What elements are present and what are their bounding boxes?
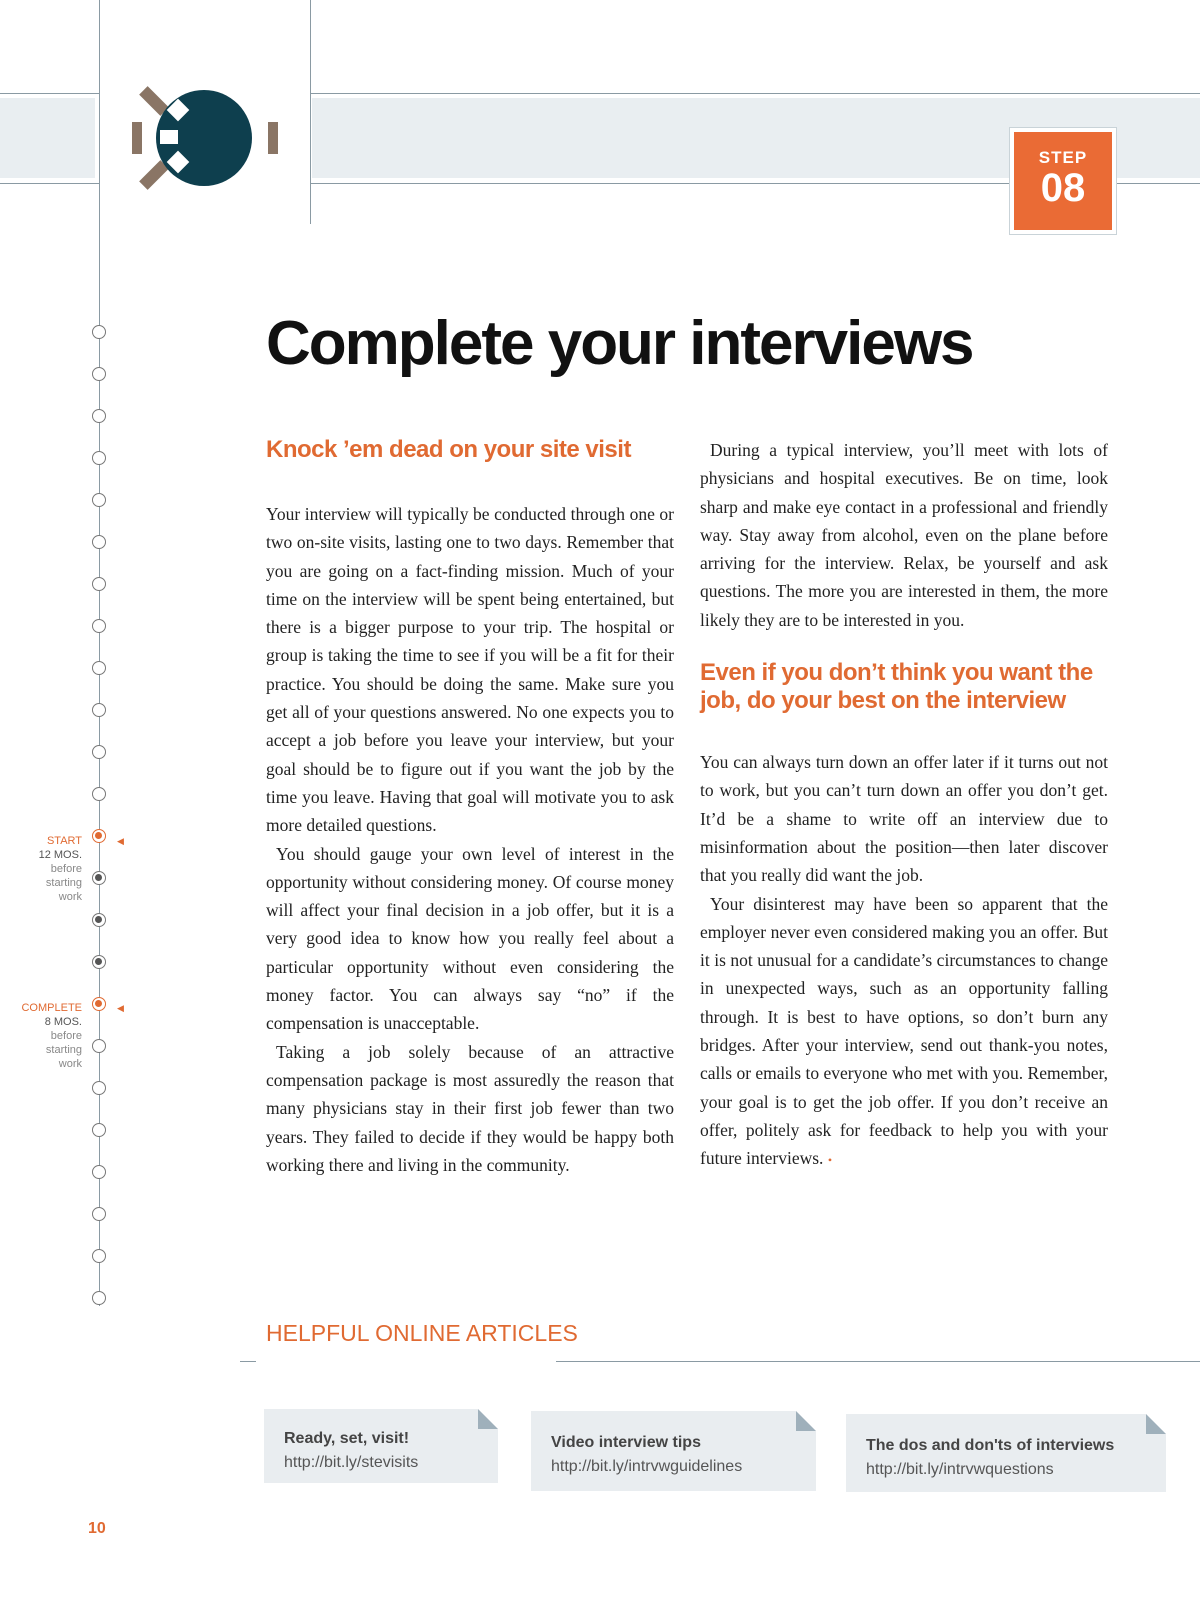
header-divider [310,0,311,224]
complete-line3: work [58,1058,82,1070]
header-band-left [0,98,95,178]
complete-time: 8 MOS. [44,1016,82,1028]
timeline-node [92,535,106,549]
start-key: START [46,835,82,847]
meeting-table-icon [130,82,280,194]
timeline-node [92,871,106,885]
timeline-node [92,493,106,507]
timeline-node [92,913,106,927]
article-card-2[interactable] [531,1411,816,1491]
header-rule-top-right [310,93,1200,94]
timeline-node [92,1291,106,1305]
timeline-node [92,577,106,591]
article-title-1: Ready, set, visit! [284,1430,410,1447]
article-title-3: The dos and don'ts of interviews [866,1437,1115,1454]
timeline-node [92,661,106,675]
start-line3: work [58,891,82,903]
timeline-node [92,409,106,423]
left-heading: Knock ’em dead on your site visit [266,436,631,463]
left-paragraph-2: You should gauge your own level of interest in the opportunity without considering money. Of course money will affect your final decision in a job offer, but it is a very good idea to know how you really feel about a particular opportunity without even considering the money factor. You can always say “no” if the compensation is unacceptable. [266,843,674,1034]
timeline-node [92,829,106,843]
card-fold-icon [1146,1414,1166,1434]
timeline-node [92,1123,106,1137]
timeline-node [92,703,106,717]
timeline-node [92,745,106,759]
end-mark: • [827,1153,833,1168]
left-paragraph-3: Taking a job solely because of an attractive compensation package is most assuredly the reason that many physicians stay in their first job fewer than two years. They failed to decide if they would be happy both working there and living in the community. [266,1041,674,1175]
timeline-node [92,451,106,465]
card-fold-icon [478,1409,498,1429]
article-link-3[interactable]: http://bit.ly/intrvwquestions [866,1461,1054,1478]
start-time: 12 MOS. [38,849,82,861]
page-number: 10 [88,1520,106,1537]
timeline-node [92,1165,106,1179]
article-title-2: Video interview tips [551,1434,701,1451]
timeline-axis [99,0,100,1306]
left-column [266,436,674,1179]
timeline-node [92,1207,106,1221]
start-marker-arrow: ◀ [117,836,124,846]
step-label: STEP [1038,148,1088,167]
start-line2: starting [45,877,82,889]
timeline-node [92,787,106,801]
article-link-2[interactable]: http://bit.ly/intrvwguidelines [551,1458,743,1475]
timeline-complete-label [21,1001,82,1071]
card-fold-icon [796,1411,816,1431]
timeline-node [92,1039,106,1053]
header-rule-top-left [0,93,99,94]
articles-heading: HELPFUL ONLINE ARTICLES [266,1320,590,1347]
article-card-1[interactable] [264,1409,498,1483]
step-number: 08 [1040,166,1086,210]
timeline-node [92,367,106,381]
timeline-node [92,955,106,969]
left-paragraph-1: Your interview will typically be conducted through one or two on-site visits, lasting one to two days. Remember that you are going on a fact-finding mission. Much of your time on the interview will be spent being entertained, but there is a bigger purpose to your trip. The hospital or group is taking the time to see if you will be a fit for their practice. You should be doing the same. Make sure you get all of your questions answered. No one expects you to accept a job before you leave your interview, but your goal should be to figure out if you want the job by the time you leave. Having that goal will motivate you to ask more detailed questions. [266,504,674,836]
timeline-node [92,325,106,339]
right-intro-paragraph: During a typical interview, you’ll meet with lots of physicians and hospital executives. Be on time, look sharp and make eye contact in a professional and friendly way. Stay away from alcohol, even on the plane before arriving for the interview. Relax, be yourself and ask questions. The more you are interested in them, the more likely they are to be interested in you. [700,440,1108,630]
timeline-node [92,1081,106,1095]
start-line1: before [50,863,82,875]
articles-rule-right [556,1361,1200,1362]
timeline-node [92,1249,106,1263]
complete-key: COMPLETE [21,1002,82,1014]
right-column [700,436,1108,1175]
complete-line2: starting [45,1044,82,1056]
articles-rule-left [240,1361,256,1362]
step-badge [1010,128,1116,234]
right-paragraph-1: You can always turn down an offer later if it turns out not to work, but you can’t turn down an offer you don’t get. It’d be a shame to write off an interview due to misinformation about the position—then later discover that you really did want the job. [700,752,1108,886]
article-card-3[interactable] [846,1414,1166,1492]
complete-line1: before [50,1030,82,1042]
timeline-node [92,619,106,633]
right-paragraph-2 [700,890,1108,1175]
complete-marker-arrow: ◀ [117,1003,124,1013]
right-heading: Even if you don’t think you want the job, do your best on the interview [700,659,1093,715]
article-link-1[interactable]: http://bit.ly/stevisits [284,1454,419,1471]
page-title: Complete your interviews [266,309,973,378]
right-paragraph-2-text: Your disinterest may have been so apparent that the employer never even considered making you an offer. But it is not unusual for a candidate’s circumstances to change in unexpected ways, such as an opportunity falling through. It is best to have options, so don’t burn any bridges. After your interview, send out thank-you notes, calls or emails to everyone who met with you. Remember, your goal is to get the job offer. If you don’t receive an offer, politely ask for feedback to help you with your future interviews. [700,893,1109,1169]
timeline-start-label [39,834,82,904]
timeline-node [92,997,106,1011]
header-rule-bottom-left [0,183,99,184]
